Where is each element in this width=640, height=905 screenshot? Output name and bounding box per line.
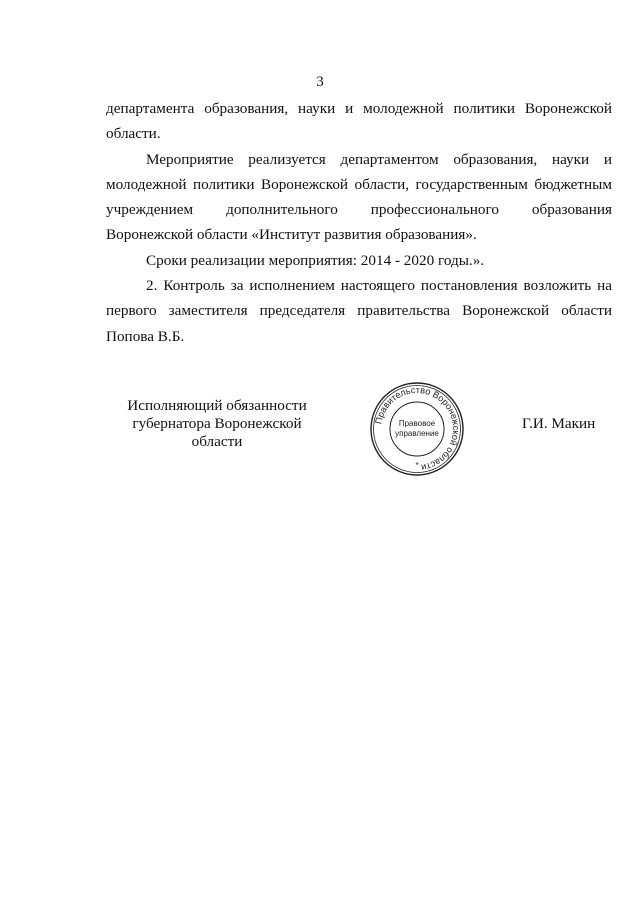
official-seal xyxy=(368,380,466,478)
paragraph-continuation: департамента образования, науки и молодежной политики Воронежской области. xyxy=(106,100,612,143)
paragraph-timeframe: Сроки реализации мероприятия: 2014 - 2020 годы.». xyxy=(146,251,485,269)
seal-ring-text: Правительство Воронежской области xyxy=(373,384,462,473)
page-number: 3 xyxy=(316,74,324,90)
signatory-title-line2: губернатора Воронежской области xyxy=(132,415,302,450)
paragraph-control: 2. Контроль за исполнением настоящего постановления возложить на первого заместителя председателя правительства Воронежской области Попова В.Б. xyxy=(106,277,612,345)
seal-center-line2: управление xyxy=(395,429,439,438)
body-text xyxy=(106,96,612,349)
seal-star: * xyxy=(415,461,419,470)
signatory-title-line1: Исполняющий обязанности xyxy=(127,397,307,414)
paragraph-executors: Мероприятие реализуется департаментом образования, науки и молодежной политики Воронежской области, государственным бюджетным учреждением дополнительного профессионального образования Воронежской области «Институт развития образования». xyxy=(106,150,612,244)
seal-center-line1: Правовое xyxy=(398,419,436,428)
signatory-title xyxy=(106,397,328,451)
signatory-name: Г.И. Макин xyxy=(522,415,596,432)
